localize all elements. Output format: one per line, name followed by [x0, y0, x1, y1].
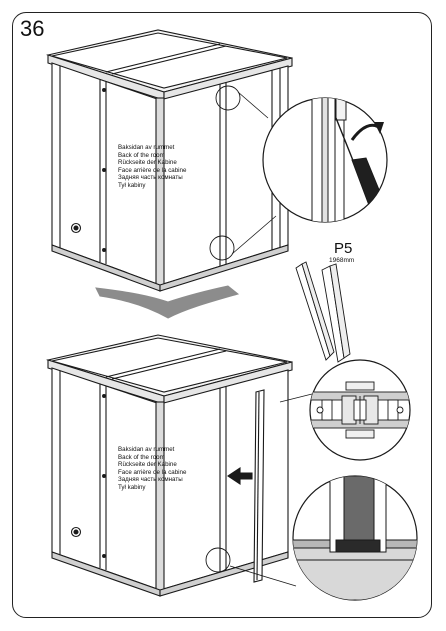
label-line-de: Rückseite der Kabine	[118, 159, 177, 167]
label-line-ru: Задняя часть комнаты	[118, 476, 183, 484]
callout-base-detail	[290, 476, 420, 600]
label-line-de: Rückseite der Kabine	[118, 461, 177, 469]
step-number: 36	[20, 16, 45, 41]
label-line-en: Back of the room	[118, 151, 165, 159]
label-line-en: Back of the room	[118, 453, 165, 461]
part-p5-profile	[296, 262, 350, 362]
label-line-ru: Задняя часть комнаты	[118, 174, 183, 182]
part-length: 1968mm	[329, 257, 355, 264]
label-line-sv: Baksidan av rummet	[118, 144, 175, 151]
rotate-arrow	[96, 286, 238, 318]
cabin-label-bottom	[118, 446, 186, 492]
label-line-pl: Tył kabiny	[118, 483, 146, 491]
callout-cross-section	[310, 360, 410, 460]
label-line-pl: Tył kabiny	[118, 181, 146, 189]
label-line-fr: Face arrière de la cabine	[118, 468, 187, 476]
label-line-fr: Face arrière de la cabine	[118, 166, 187, 174]
cabin-label-top	[118, 144, 186, 190]
label-line-sv: Baksidan av rummet	[118, 446, 175, 453]
part-code: P5	[334, 240, 353, 257]
